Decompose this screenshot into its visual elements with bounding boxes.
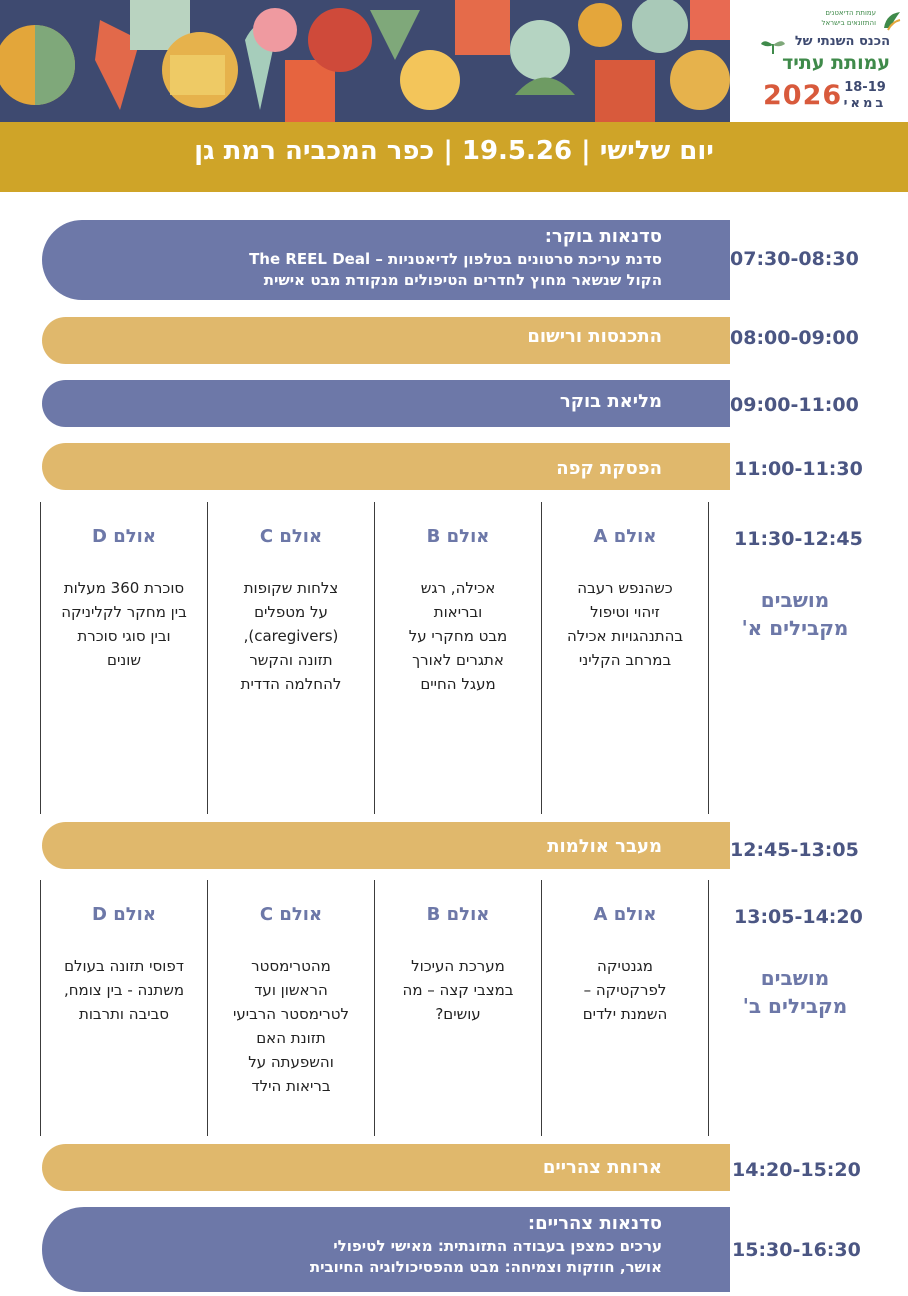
conference-year: 2026	[763, 80, 843, 111]
row-morning-workshops	[42, 220, 730, 300]
hall-d-b	[40, 880, 207, 1136]
time-parallel-a: 11:30-12:45	[734, 528, 863, 550]
sessions-label-a	[720, 586, 870, 642]
hall-name: אולם B	[426, 526, 490, 547]
org-name-line2: והתזונאים בישראל	[821, 19, 876, 27]
hall-name: אולם D	[92, 904, 156, 925]
conference-month: במאי	[843, 96, 887, 111]
time-afternoon-workshops: 15:30-16:30	[732, 1239, 861, 1261]
hall-session-description: אכילה, רגש ובריאות מבט מחקרי על אתגרים לאורך מעגל החיים	[408, 579, 508, 693]
time-lunch: 14:20-15:20	[732, 1159, 861, 1181]
hall-c-a	[207, 502, 374, 814]
row-lunch	[42, 1144, 730, 1191]
hall-name: אולם A	[593, 904, 657, 925]
conference-dates: 18-19	[844, 80, 886, 95]
row-registration	[42, 317, 730, 364]
transfer-label: מעבר אולמות	[547, 836, 662, 857]
org-leaf-icon	[880, 8, 904, 32]
parallel-sessions-a	[40, 502, 708, 814]
row-plenary	[42, 380, 730, 427]
sessions-label-line1: מושבים	[760, 588, 830, 612]
sessions-label-b	[720, 964, 870, 1020]
morning-workshop-1: סדנת עריכת סרטונים בטלפון לדיאטניות – The REEL Deal	[249, 250, 662, 268]
hall-session-description: כשהנפש רעבה זיהוי וטיפול בהתנהגויות אכילה במרחב הקליני	[566, 579, 684, 669]
sessions-label-line1: מושבים	[760, 966, 830, 990]
conference-name: עמותת עתיד	[782, 52, 890, 74]
hall-b-b	[374, 880, 541, 1136]
hall-session-description: מערכת העיכול במצבי קצה – מה עושים?	[402, 957, 514, 1023]
conference-prefix: הכנס השנתי של	[794, 34, 890, 49]
hall-session-description: סוכרת 360 מעלות בין מחקר לקליניקה ובין סוגי סוכרת שונים	[61, 579, 187, 669]
hall-b-a	[374, 502, 541, 814]
morning-workshops-title: סדנאות בוקר:	[544, 226, 662, 247]
hall-name: אולם A	[593, 526, 657, 547]
coffee-label: הפסקת קפה	[556, 458, 662, 479]
row-coffee-break	[42, 443, 730, 490]
afternoon-workshops-title: סדנאות צהריים:	[527, 1213, 662, 1234]
hall-name: אולם C	[259, 904, 323, 925]
decorative-banner	[0, 0, 730, 122]
hall-name: אולם C	[259, 526, 323, 547]
afternoon-workshop-2: אושר, חוזקות וצמיחה: מבט מהפסיכולוגיה החיובית	[309, 1258, 662, 1276]
afternoon-workshop-1: ערכים כמצפן בעבודה התזונתית: מאישי לטיפולי	[333, 1237, 662, 1255]
hall-session-description: מגנטיקה לפרקטיקה – השמנת ילדים	[582, 957, 668, 1023]
hall-name: אולם D	[92, 526, 156, 547]
hall-a-b	[541, 880, 709, 1136]
hall-d-a	[40, 502, 207, 814]
registration-label: התכנסות ורישום	[527, 326, 662, 347]
sessions-label-line2: מקבילים א'	[741, 616, 849, 640]
hall-a-a	[541, 502, 709, 814]
hall-session-description: צלחות שקופות על מטפלים (caregivers), תזונה והקשר להחלמה הדדית	[240, 579, 342, 693]
hall-session-description: דפוסי תזונה בעולם משתנה - בין צומח, סביבה ותרבות	[63, 957, 185, 1023]
plenary-label: מליאת בוקר	[559, 391, 662, 412]
hall-session-description: מהטרימסטר הראשון ועד לטרימסטר הרביעי תזונת האם והשפעתה על בריאות הילד	[233, 957, 349, 1095]
row-hall-transfer	[42, 822, 730, 869]
vegetable-pattern-illustration	[0, 0, 730, 122]
conference-logo	[730, 0, 908, 122]
sessions-label-line2: מקבילים ב'	[742, 994, 848, 1018]
hall-name: אולם B	[426, 904, 490, 925]
row-afternoon-workshops	[42, 1207, 730, 1292]
time-transfer: 12:45-13:05	[730, 839, 859, 861]
lunch-label: ארוחת צהריים	[542, 1157, 662, 1178]
time-coffee: 11:00-11:30	[734, 458, 863, 480]
morning-workshop-2: הקול שנשאר מחוץ לחדרים הטיפולים מנקודת מבט אישית	[263, 271, 662, 289]
time-plenary: 09:00-11:00	[730, 394, 859, 416]
hall-c-b	[207, 880, 374, 1136]
day-header-band	[0, 122, 908, 192]
time-parallel-b: 13:05-14:20	[734, 906, 863, 928]
parallel-sessions-b	[40, 880, 708, 1136]
day-title: יום שלישי | 19.5.26 | כפר המכביה רמת גן	[194, 136, 714, 166]
time-registration: 08:00-09:00	[730, 327, 859, 349]
time-morning-workshops: 07:30-08:30	[730, 248, 859, 270]
org-name-line1: עמותת הדיאטנים	[825, 9, 876, 17]
